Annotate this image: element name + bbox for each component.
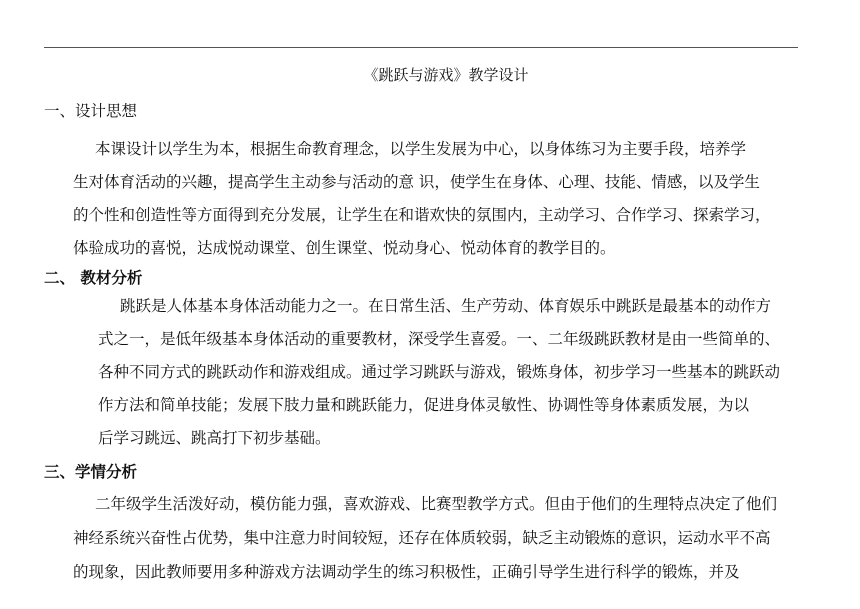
section-heading-design-idea: 一、设计思想 [44, 102, 138, 120]
document-title: 《跳跃与游戏》教学设计 [363, 66, 529, 84]
paragraph-line: 体验成功的喜悦，达成悦动课堂、创生课堂、悦动身心、悦动体育的教学目的。 [73, 239, 616, 257]
section-heading-material-analysis: 二、 教材分析 [44, 269, 143, 287]
paragraph-line: 的个性和创造性等方面得到充分发展，让学生在和谐欢快的氛围内，主动学习、合作学习、探索学习， [73, 206, 771, 224]
paragraph-line: 后学习跳远、跳高打下初步基础。 [98, 429, 331, 447]
paragraph-line: 二年级学生活泼好动，模仿能力强，喜欢游戏、比赛型教学方式。但由于他们的生理特点决定了他们 [95, 495, 778, 513]
paragraph-line: 式之一，是低年级基本身体活动的重要教材，深受学生喜爱。一、二年级跳跃教材是由一些简单的、 [98, 330, 781, 348]
paragraph-line: 本课设计以学生为本，根据生命教育理念，以学生发展为中心，以身体练习为主要手段，培养学 [95, 140, 747, 158]
section-heading-learner-analysis: 三、学情分析 [44, 463, 138, 481]
paragraph-line: 作方法和简单技能；发展下肢力量和跳跃能力，促进身体灵敏性、协调性等身体素质发展，为以 [98, 396, 750, 414]
paragraph-line: 跳跃是人体基本身体活动能力之一。在日常生活、生产劳动、体育娱乐中跳跃是最基本的动作方 [120, 297, 772, 315]
header-rule [44, 47, 798, 48]
paragraph-line: 生对体育活动的兴趣，提高学生主动参与活动的意 识，使学生在身体、心理、技能、情感，以及学生 [73, 173, 760, 191]
paragraph-line: 各种不同方式的跳跃动作和游戏组成。通过学习跳跃与游戏，锻炼身体，初步学习一些基本的跳跃动 [98, 363, 781, 381]
paragraph-line: 神经系统兴奋性占优势，集中注意力时间较短，还存在体质较弱，缺乏主动锻炼的意识，运动水平不高 [73, 529, 771, 547]
paragraph-line: 的现象，因此教师要用多种游戏方法调动学生的练习积极性，正确引导学生进行科学的锻炼，并及 [73, 563, 740, 581]
